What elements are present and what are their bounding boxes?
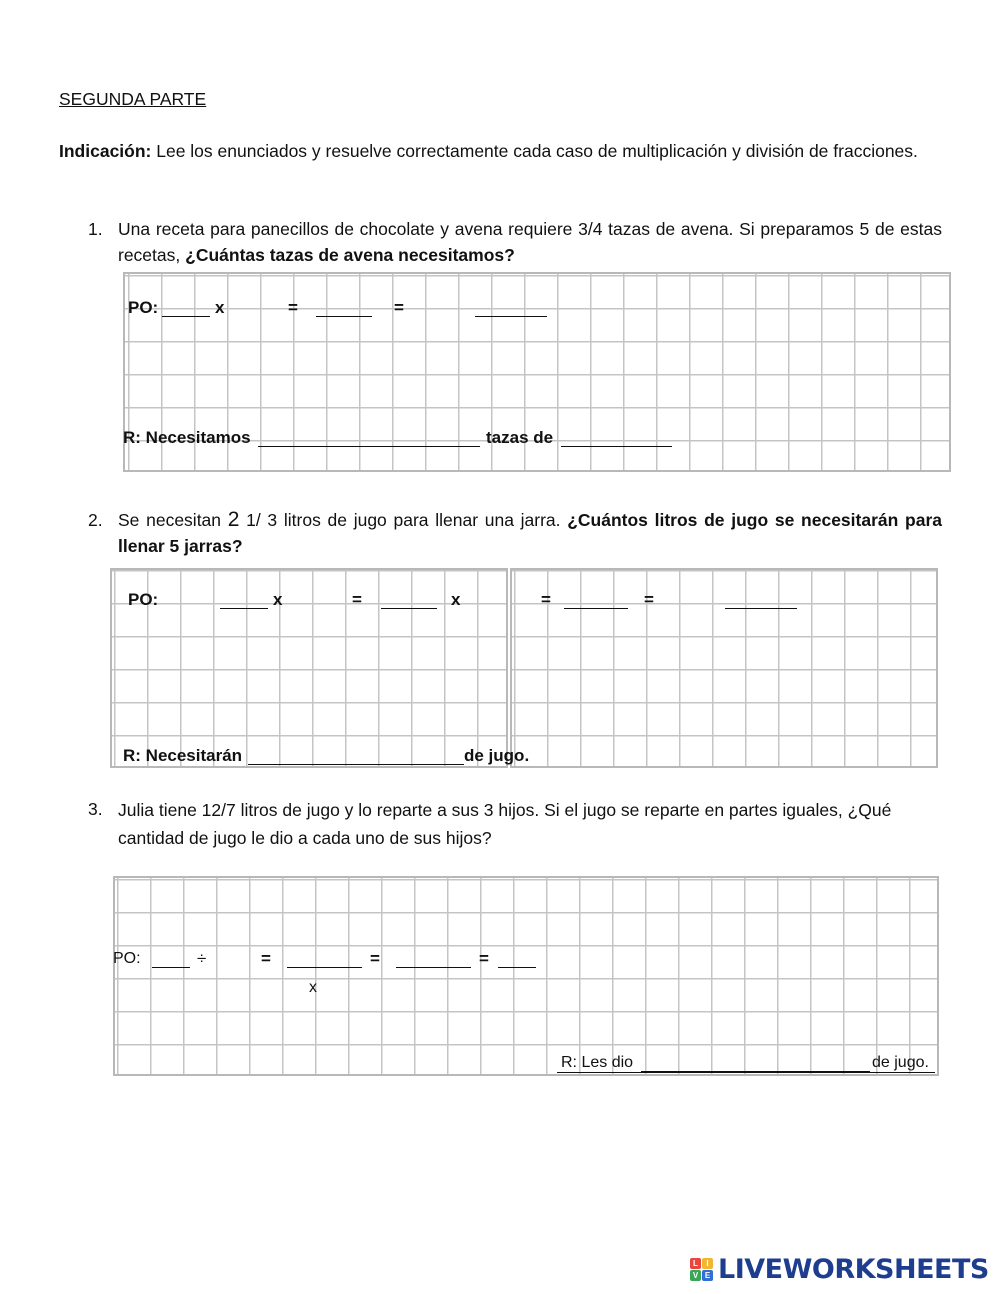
question-2-bold: ¿Cuántos litros de jugo se necesitarán para llenar 5 jarras? xyxy=(118,510,942,556)
q1-answer-prefix: R: Necesitamos xyxy=(123,428,251,447)
q3-blank-2[interactable] xyxy=(287,967,362,968)
live-badge-icon: L I V E xyxy=(690,1258,713,1281)
question-1-number: 1. xyxy=(88,219,103,239)
q3-equals-1: = xyxy=(261,949,271,968)
q3-subscript-x: x xyxy=(309,979,317,996)
q2-blank-3[interactable] xyxy=(564,608,628,609)
q1-equals-1: = xyxy=(288,298,298,317)
q3-answer-blank[interactable] xyxy=(641,1071,870,1072)
q2-answer-suffix: de jugo. xyxy=(464,746,530,765)
question-2-large-two: 2 xyxy=(227,508,240,531)
q3-answer-suffix: de jugo. xyxy=(872,1054,929,1071)
q3-equals-2: = xyxy=(370,949,380,968)
q2-equals-1: = xyxy=(352,590,362,609)
q1-blank-1[interactable] xyxy=(162,316,210,317)
q2-blank-4[interactable] xyxy=(725,608,797,609)
q3-answer-prefix: R: Les dio xyxy=(561,1054,634,1071)
q2-times-sign-1: x xyxy=(273,590,283,609)
question-2-text: Se necesitan 2 1/ 3 litros de jugo para llenar una jarra. ¿Cuántos litros de jugo se necesitarán para llenar 5 jarras? xyxy=(118,508,942,556)
q2-blank-1[interactable] xyxy=(220,608,268,609)
logo-wordmark: LIVEWORKSHEETS xyxy=(718,1253,989,1285)
q3-equals-3: = xyxy=(479,949,489,968)
q3-blank-1[interactable] xyxy=(152,967,190,968)
instruction-text: Lee los enunciados y resuelve correctamente cada caso de multiplicación y división de fracciones. xyxy=(151,141,918,161)
q1-equals-2: = xyxy=(394,298,404,317)
instruction-label: Indicación: xyxy=(59,141,152,161)
question-1-bold: ¿Cuántas tazas de avena necesitamos? xyxy=(185,245,515,265)
page-heading: SEGUNDA PARTE xyxy=(59,89,207,109)
q2-times-sign-2: x xyxy=(451,590,461,609)
q2-equals-3: = xyxy=(644,590,654,609)
q3-blank-3[interactable] xyxy=(396,967,471,968)
q2-po-label: PO: xyxy=(128,590,159,609)
work-grid-2-right xyxy=(510,568,938,768)
q3-po-label: PO: xyxy=(113,950,141,967)
q2-answer-prefix: R: Necesitarán xyxy=(123,746,243,765)
q2-blank-2[interactable] xyxy=(381,608,437,609)
q1-answer-blank-2[interactable] xyxy=(561,446,672,447)
q2-answer-blank[interactable] xyxy=(248,764,464,765)
q1-times-sign: x xyxy=(215,298,225,317)
question-3-number: 3. xyxy=(88,799,103,819)
q1-answer-blank-1[interactable] xyxy=(258,446,480,447)
instruction-paragraph xyxy=(59,138,941,164)
q2-equals-2: = xyxy=(541,590,551,609)
liveworksheets-logo xyxy=(690,1251,989,1287)
q1-blank-2[interactable] xyxy=(316,316,372,317)
q3-blank-4[interactable] xyxy=(498,967,536,968)
work-grid-2-left xyxy=(110,568,508,768)
question-2-number: 2. xyxy=(88,510,103,530)
question-3-text: Julia tiene 12/7 litros de jugo y lo reparte a sus 3 hijos. Si el jugo se reparte en partes iguales, ¿Qué cantidad de jugo le dio a cada uno de sus hijos? xyxy=(118,800,892,848)
q3-divide-sign: ÷ xyxy=(197,949,207,968)
work-grid-3 xyxy=(113,876,939,1076)
q1-answer-mid: tazas de xyxy=(486,428,554,447)
question-1-text: Una receta para panecillos de chocolate y avena requiere 3/4 tazas de avena. Si preparamos 5 de estas recetas, ¿Cuántas tazas de avena necesitamos? xyxy=(118,219,942,265)
q1-blank-3[interactable] xyxy=(475,316,547,317)
q1-po-label: PO: xyxy=(128,298,159,317)
